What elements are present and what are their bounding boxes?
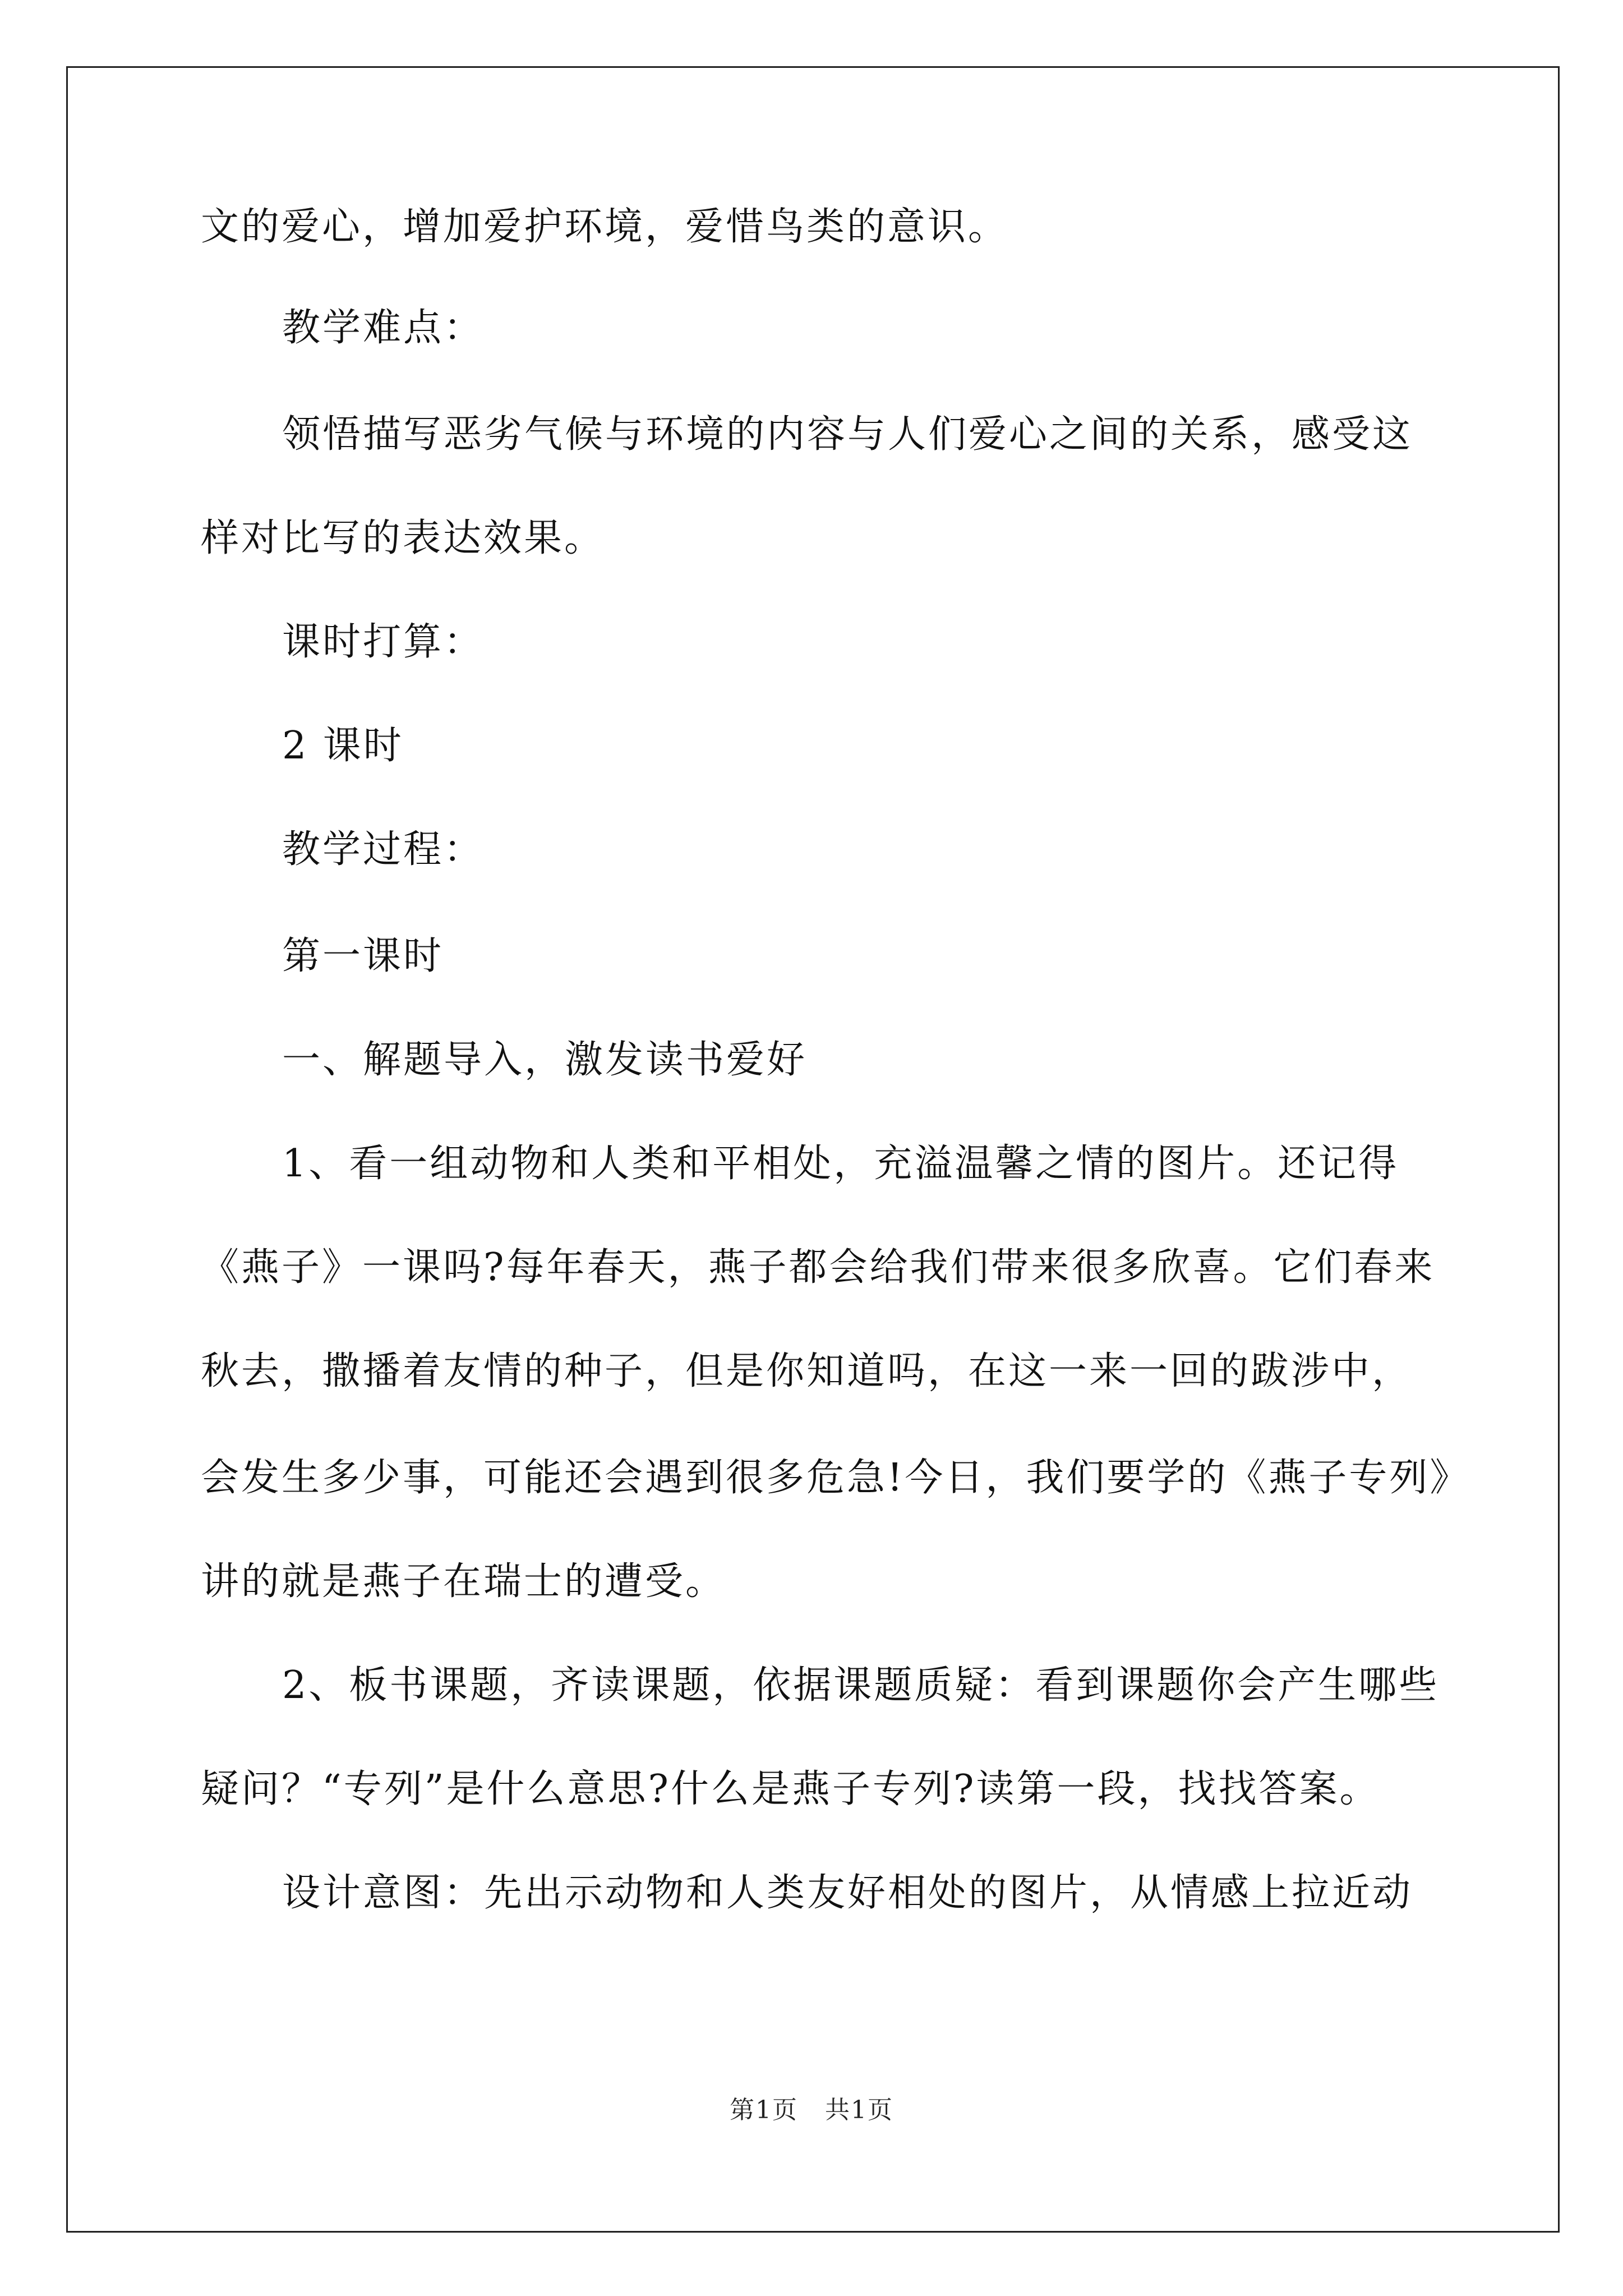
text-line: 1、看一组动物和人类和平相处，充溢温馨之情的图片。还记得 [282, 1142, 1399, 1186]
text-line: 疑问？“专列”是什么意思?什么是燕子专列?读第一段，找找答案。 [201, 1767, 1380, 1811]
text-line: 样对比写的表达效果。 [201, 516, 605, 560]
page-number: 第1页 [730, 2096, 798, 2124]
text-line: 秋去，撒播着友情的种子，但是你知道吗，在这一来一回的跋涉中， [201, 1349, 1413, 1393]
text-line: 领悟描写恶劣气候与环境的内容与人们爱心之间的关系，感受这 [282, 412, 1413, 457]
text-line: 会发生多少事，可能还会遇到很多危急!今日，我们要学的《燕子专列》 [201, 1456, 1470, 1500]
text-line: 2 课时 [282, 724, 404, 768]
text-line: 一、解题导入，激发读书爱好 [282, 1038, 808, 1082]
text-line: 教学过程： [282, 827, 485, 872]
page-total: 共1页 [825, 2096, 893, 2124]
text-line: 讲的就是燕子在瑞士的遭受。 [201, 1559, 726, 1604]
text-line: 第一课时 [282, 934, 444, 978]
page-footer [0, 2090, 1623, 2125]
text-line: 2、板书课题，齐读课题，依据课题质疑：看到课题你会产生哪些 [282, 1663, 1440, 1708]
text-line: 文的爱心，增加爱护环境，爱惜鸟类的意识。 [201, 205, 1009, 249]
text-line: 教学难点： [282, 306, 485, 350]
text-line: 设计意图：先出示动物和人类友好相处的图片，从情感上拉近动 [282, 1871, 1413, 1915]
text-line: 《燕子》一课吗?每年春天，燕子都会给我们带来很多欣喜。它们春来 [201, 1245, 1435, 1290]
text-line: 课时打算： [282, 620, 485, 664]
